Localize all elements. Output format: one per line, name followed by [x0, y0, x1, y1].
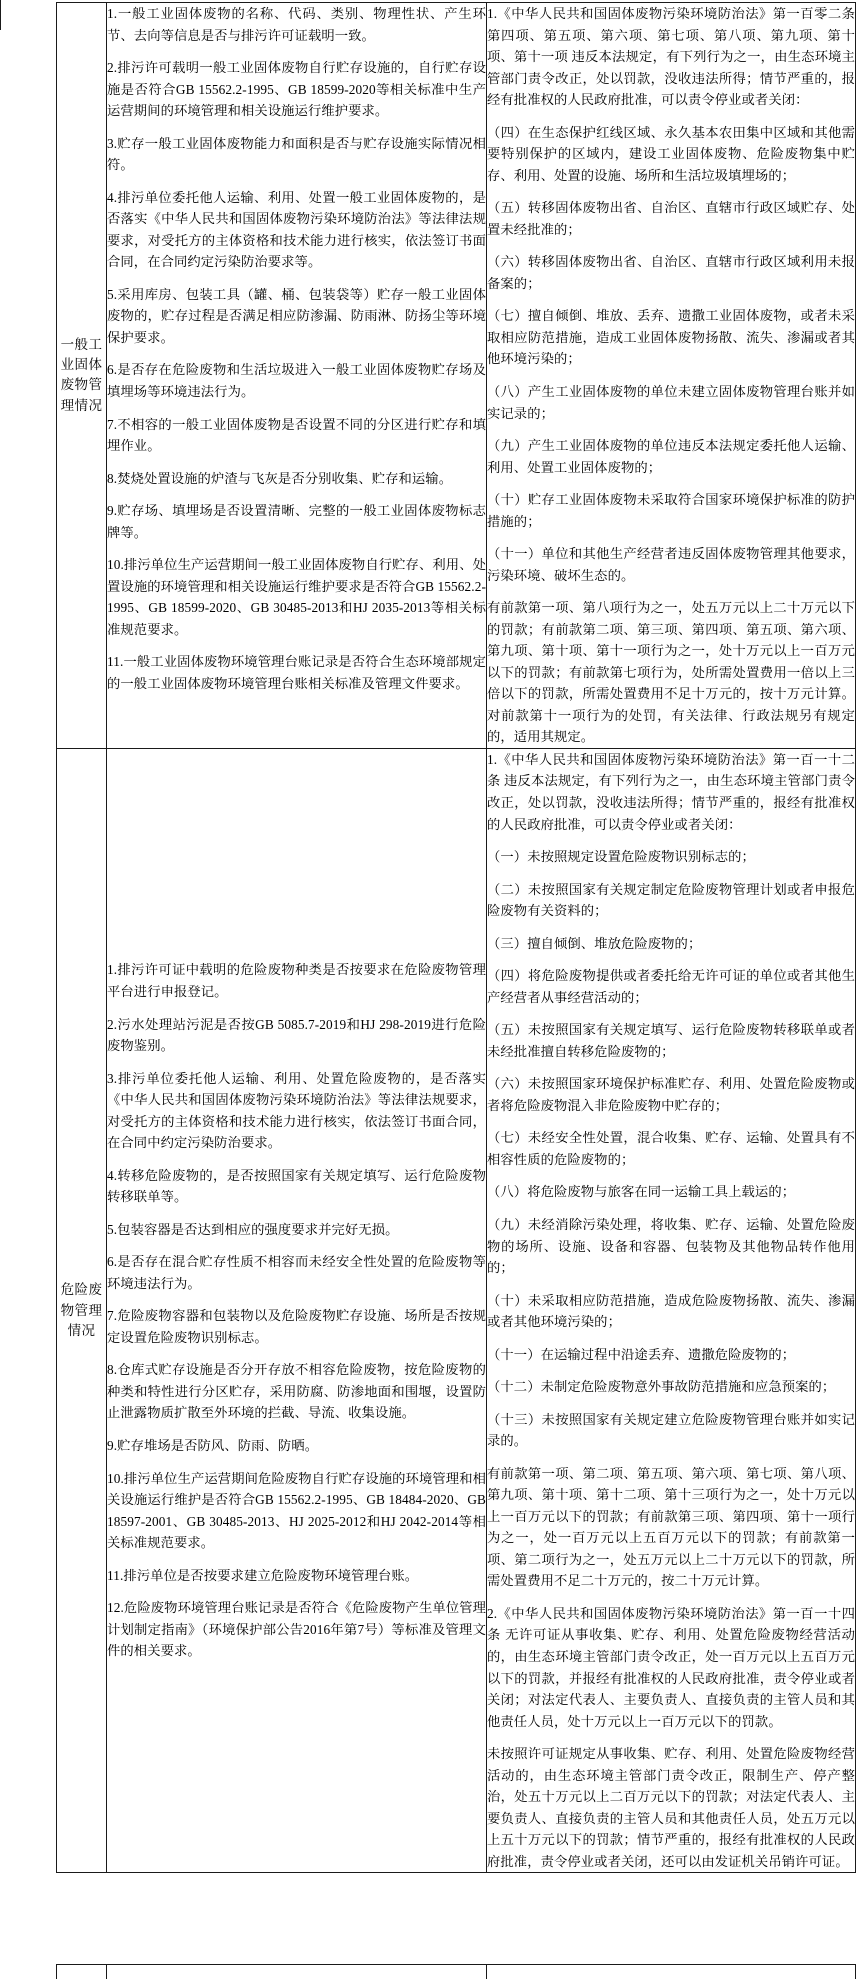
legal-provision: （十一）单位和其他生产经营者违反固体废物管理其他要求，污染环境、破坏生态的。: [487, 546, 855, 583]
checklist-item: 4.转移危险废物的，是否按照国家有关规定填写、运行危险废物转移联单等。: [107, 1167, 486, 1205]
table-row-partial: [57, 1965, 856, 1979]
checklist-item: 2.污水处理站污泥是否按GB 5085.7-2019和HJ 298-2019进行危险废物鉴别。: [107, 1016, 486, 1054]
table-row: [57, 3, 856, 749]
checklist-item: 6.是否存在危险废物和生活垃圾进入一般工业固体废物贮存场及填埋场等环境违法行为。: [107, 362, 486, 399]
category-label: 一般工业固体废物管理情况: [60, 336, 103, 413]
row-legal-cell: [487, 3, 856, 749]
legal-provision: （八）将危险废物与旅客在同一运输工具上载运的；: [487, 1184, 796, 1200]
checklist-item: 7.不相容的一般工业固体废物是否设置不同的分区进行贮存和填埋作业。: [107, 416, 486, 454]
legal-provision: （六）转移固体废物出省、自治区、直辖市行政区域利用未报备案的；: [487, 254, 855, 291]
category-label: 危险废物管理情况: [60, 1282, 103, 1338]
legal-provision: （一）未按照规定设置危险废物识别标志的；: [487, 849, 755, 865]
checklist-item: 10.排污单位生产运营期间一般工业固体废物自行贮存、利用、处置设施的环境管理和相关设施运行维护要求是否符合GB 15562.2-1995、GB 18599-2020、GB 30485-2013和HJ 2035-2013等相关标准规范要求。: [107, 557, 486, 637]
legal-provision: （五）转移固体废物出省、自治区、直辖市行政区域贮存、处置未经批准的；: [487, 200, 855, 237]
legal-provision: （十）未采取相应防范措施，造成危险废物扬散、流失、渗漏或者其他环境污染的；: [487, 1292, 855, 1330]
legal-provision: （九）产生工业固体废物的单位违反本法规定委托他人运输、利用、处置工业固体废物的；: [487, 438, 855, 475]
checklist-item: 5.包装容器是否达到相应的强度要求并完好无损。: [107, 1221, 399, 1237]
legal-provision: （七）擅自倾倒、堆放、丢弃、遗撒工业固体废物，或者未采取相应防范措施，造成工业固体废物扬散、流失、渗漏或者其他环境污染的；: [487, 308, 855, 367]
checklist-item: 11.一般工业固体废物环境管理台账记录是否符合生态环境部规定的一般工业固体废物环境管理台账相关标准及管理文件要求。: [107, 654, 486, 691]
checklist-item: 12.危险废物环境管理台账记录是否符合《危险废物产生单位管理计划制定指南》（环境保护部公告2016年第7号）等标准及管理文件的相关要求。: [107, 1600, 486, 1659]
checklist-item: 2.排污许可载明一般工业固体废物自行贮存设施的，自行贮存设施是否符合GB 15562.2-1995、GB 18599-2020等相关标准中生产运营期间的环境管理和相关设施运行维护要求。: [107, 60, 486, 119]
next-row-partial: [56, 1964, 856, 1979]
legal-provision: 2.《中华人民共和国固体废物污染环境防治法》第一百一十四条 无许可证从事收集、贮存、利用、处置危险废物经营活动的，由生态环境主管部门责令改正，处一百万元以上五百万元以下的罚款，并报经有批准权的人民政府批准，责令停业或者关闭；对法定代表人、主要负责人、直接负责的主管人员和其他责任人员，处十万元以上一百万元以下的罚款。: [487, 1605, 855, 1729]
legal-provision: （二）未按照国家有关规定制定危险废物管理计划或者申报危险废物有关资料的；: [487, 881, 855, 919]
checklist-item: 8.焚烧处置设施的炉渣与飞灰是否分别收集、贮存和运输。: [107, 470, 453, 486]
legal-provision: 1.《中华人民共和国固体废物污染环境防治法》第一百一十二条 违反本法规定，有下列行为之一，由生态环境主管部门责令改正，处以罚款，没收违法所得；情节严重的，报经有批准权的人民政府批准，可以责令停业或者关闭：: [487, 751, 855, 832]
checklist-item: 8.仓库式贮存设施是否分开存放不相容危险废物，按危险废物的种类和特性进行分区贮存，采用防腐、防渗地面和围堰，设置防止泄露物质扩散至外环境的拦截、导流、收集设施。: [107, 1362, 486, 1421]
checklist-item: 9.贮存场、填埋场是否设置清晰、完整的一般工业固体废物标志牌等。: [107, 503, 486, 540]
legal-provision: （十一）在运输过程中沿途丢弃、遗撒危险废物的；: [487, 1346, 796, 1362]
checklist-item: 9.贮存堆场是否防风、防雨、防晒。: [107, 1438, 319, 1454]
table-body: [57, 3, 856, 1873]
legal-provision: （十）贮存工业固体废物未采取符合国家环境保护标准的防护措施的；: [487, 492, 855, 529]
checklist-item: 6.是否存在混合贮存性质不相容而未经安全性处置的危险废物等环境违法行为。: [107, 1254, 486, 1291]
row-legal-cell: [487, 748, 856, 1872]
legal-provision: 有前款第一项、第二项、第五项、第六项、第七项、第八项、第九项、第十项、第十二项、第十三项行为之一，处十万元以上一百万元以下的罚款；有前款第三项、第四项、第十一项行为之一，处一百万元以上五百万元以下的罚款；有前款第一项、第二项行为之一，处五万元以上二十万元以下的罚款，所需处置费用不足二十万元的，按二十万元计算。: [487, 1465, 855, 1589]
row-category-cell: [57, 3, 107, 749]
legal-provision: （九）未经消除污染处理，将收集、贮存、运输、处置危险废物的场所、设施、设备和容器、包装物及其他物品转作他用的；: [487, 1216, 855, 1276]
inspection-table: [56, 2, 856, 1873]
row-legal-cell-partial: [487, 1965, 856, 1979]
legal-provision: 有前款第一项、第八项行为之一，处五万元以上二十万元以下的罚款；有前款第二项、第三项、第四项、第五项、第六项、第九项、第十项、第十一项行为之一，处十万元以上一百万元以下的罚款；有前款第七项行为，处所需处置费用一倍以上三倍以下的罚款，所需处置费用不足十万元的，按十万元计算。对前款第十一项行为的处罚，有关法律、行政法规另有规定的，适用其规定。: [487, 600, 855, 745]
legal-provision: （六）未按照国家环境保护标准贮存、利用、处置危险废物或者将危险废物混入非危险废物中贮存的；: [487, 1076, 855, 1113]
checklist-item: 3.排污单位委托他人运输、利用、处置危险废物的，是否落实《中华人民共和国固体废物污染环境防治法》等法律法规要求，对受托方的主体资格和技术能力进行核实，依法签订书面合同，在合同中约定污染防治要求。: [107, 1070, 486, 1151]
legal-provision: （七）未经安全性处置，混合收集、贮存、运输、处置具有不相容性质的危险废物的；: [487, 1130, 855, 1167]
row-checklist-cell: [107, 748, 487, 1872]
checklist-item: 3.贮存一般工业固体废物能力和面积是否与贮存设施实际情况相符。: [107, 135, 486, 173]
checklist-item: 4.排污单位委托他人运输、利用、处置一般工业固体废物的，是否落实《中华人民共和国固体废物污染环境防治法》等法律法规要求，对受托方的主体资格和技术能力进行核实，依法签订书面合同，在合同约定污染防治要求等。: [107, 189, 486, 270]
checklist-item: 7.危险废物容器和包装物以及危险废物贮存设施、场所是否按规定设置危险废物识别标志。: [107, 1308, 486, 1345]
checklist-item: 11.排污单位是否按要求建立危险废物环境管理台账。: [107, 1567, 419, 1583]
legal-provision: 1.《中华人民共和国固体废物污染环境防治法》第一百零二条第四项、第五项、第六项、第七项、第八项、第九项、第十项、第十一项 违反本法规定，有下列行为之一，由生态环境主管部门责令改正，处以罚款，没收违法所得；情节严重的，报经有批准权的人民政府批准，可以责令停业或者关闭：: [487, 6, 855, 108]
row-category-cell-partial: [57, 1965, 107, 1979]
legal-provision: （四）将危险废物提供或者委托给无许可证的单位或者其他生产经营者从事经营活动的；: [487, 968, 855, 1005]
row-category-cell: [57, 748, 107, 1872]
checklist-item: 1.一般工业固体废物的名称、代码、类别、物理性状、产生环节、去向等信息是否与排污许可证载明一致。: [107, 6, 486, 43]
legal-provision: 未按照许可证规定从事收集、贮存、利用、处置危险废物经营活动的，由生态环境主管部门责令改正，限制生产、停产整治，处五十万元以上二百万元以下的罚款；对法定代表人、主要负责人、直接负责的主管人员和其他责任人员，处五万元以上五十万元以下的罚款；情节严重的，报经有批准权的人民政府批准，责令停业或者关闭，还可以由发证机关吊销许可证。: [487, 1746, 855, 1869]
checklist-item: 1.排污许可证中载明的危险废物种类是否按要求在危险废物管理平台进行申报登记。: [107, 962, 486, 999]
legal-provision: （四）在生态保护红线区域、永久基本农田集中区域和其他需要特别保护的区域内，建设工业固体废物、危险废物集中贮存、利用、处置的设施、场所和生活垃圾填埋场的；: [487, 124, 855, 183]
row-checklist-cell-partial: [107, 1965, 487, 1979]
row-checklist-cell: [107, 3, 487, 749]
checklist-item: 5.采用库房、包装工具（罐、桶、包装袋等）贮存一般工业固体废物的，贮存过程是否满足相应防渗漏、防雨淋、防扬尘等环境保护要求。: [107, 286, 486, 345]
legal-provision: （十二）未制定危险废物意外事故防范措施和应急预案的；: [487, 1379, 836, 1395]
page-left-border: [0, 0, 1, 30]
legal-provision: （十三）未按照国家有关规定建立危险废物管理台账并如实记录的。: [487, 1411, 855, 1449]
legal-provision: （五）未按照国家有关规定填写、运行危险废物转移联单或者未经批准擅自转移危险废物的；: [487, 1022, 855, 1059]
table-row: [57, 748, 856, 1872]
legal-provision: （三）擅自倾倒、堆放危险废物的；: [487, 935, 702, 951]
checklist-item: 10.排污单位生产运营期间危险废物自行贮存设施的环境管理和相关设施运行维护是否符合GB 15562.2-1995、GB 18484-2020、GB 18597-2001、GB 30485-2013、HJ 2025-2012和HJ 2042-2014等相关标准规范要求。: [107, 1470, 486, 1551]
legal-provision: （八）产生工业固体废物的单位未建立固体废物管理台账并如实记录的；: [487, 383, 855, 421]
